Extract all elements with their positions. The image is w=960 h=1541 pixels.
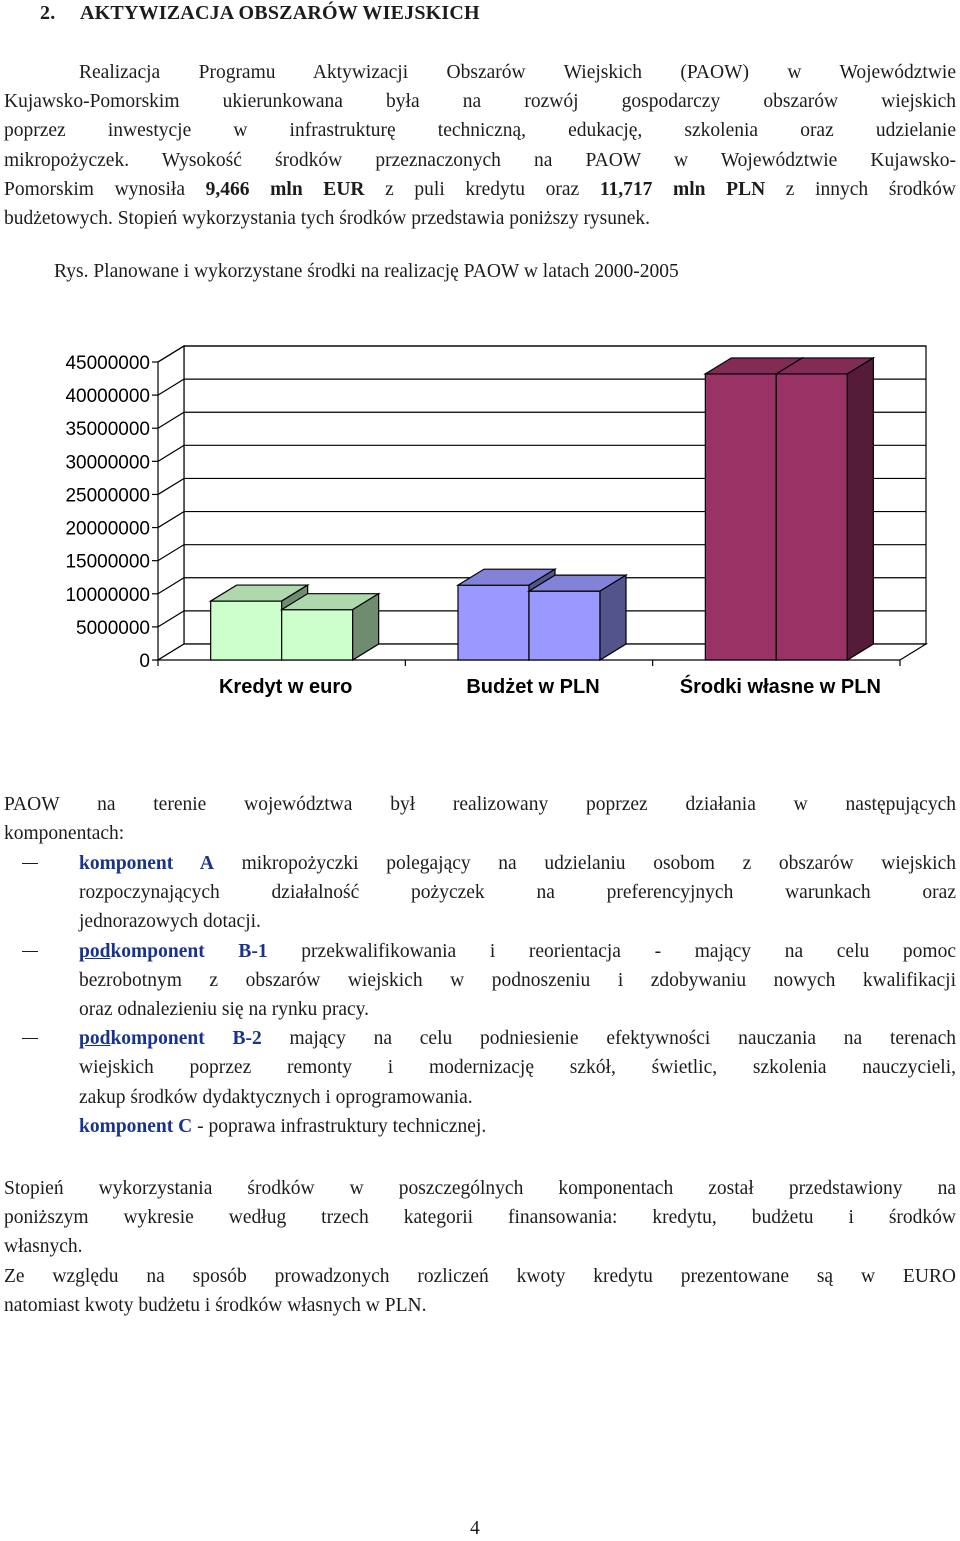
components-intro bbox=[4, 790, 956, 848]
bar-front bbox=[529, 591, 600, 660]
list-item: podkomponent B-1 przekwalifikowania i reorientacja - mający na celu pomoc bezrobotnym z obszarów wiejskich w podnoszeniu i zdobywaniu nowych kwalifikacji oraz odnalezieniu się na rynku pracy. bbox=[4, 937, 956, 1025]
x-category-label: Środki własne w PLN bbox=[679, 676, 881, 698]
figure-caption-prefix: Rys. bbox=[54, 261, 89, 282]
intro-line-amounts: Pomorskim wynosiła 9,466 mln EUR z puli kredytu oraz 11,717 mln PLN z innych środków bbox=[4, 178, 956, 200]
bar-front bbox=[705, 374, 776, 660]
page-number: 4 bbox=[470, 1518, 480, 1539]
y-tick-label: 0 bbox=[139, 651, 150, 672]
y-tick-label: 15000000 bbox=[65, 551, 150, 573]
y-tick-label: 10000000 bbox=[65, 584, 150, 606]
bar-chart bbox=[0, 330, 960, 710]
bar-side bbox=[847, 358, 873, 660]
bar-front bbox=[458, 585, 529, 660]
bar-front bbox=[776, 374, 847, 660]
intro-paragraph bbox=[4, 58, 956, 233]
intro-line: mikropożyczek. Wysokość środków przeznaczonych na PAOW w Województwie Kujawsko- bbox=[4, 149, 956, 171]
bar-chart-svg bbox=[0, 330, 960, 710]
x-category-label: Budżet w PLN bbox=[466, 676, 600, 698]
y-tick-label: 20000000 bbox=[65, 518, 150, 540]
section-heading bbox=[40, 2, 480, 25]
list-item: podkomponent B-2 mający na celu podniesienie efektywności nauczania na terenach wiejskich poprzez remonty i modernizację szkół, świetlic, szkolenia nauczycieli, zakup środków dydaktycznych i oprogramowania. bbox=[4, 1024, 956, 1112]
y-tick-label: 45000000 bbox=[65, 353, 150, 374]
y-tick-label: 5000000 bbox=[76, 617, 150, 639]
y-tick-label: 35000000 bbox=[65, 419, 150, 441]
intro-line: poprzez inwestycje w infrastrukturę techniczną, edukację, szkolenia oraz udzielanie bbox=[4, 120, 956, 142]
intro-line: budżetowych. Stopień wykorzystania tych środków przedstawia poniższy rysunek. bbox=[4, 208, 651, 230]
intro-line: Realizacja Programu Aktywizacji Obszarów Wiejskich (PAOW) w Województwie bbox=[79, 62, 956, 83]
components-intro-line: PAOW na terenie województwa był realizowany poprzez działania w następujących bbox=[4, 794, 956, 815]
component-label: komponent A bbox=[79, 853, 214, 874]
amount-pln: 11,717 mln PLN bbox=[599, 178, 766, 200]
component-label-prefix: pod bbox=[79, 940, 111, 962]
section-number: 2. bbox=[40, 2, 56, 24]
component-label: komponent B-2 bbox=[110, 1028, 262, 1050]
list-item: komponent A mikropożyczki polegający na udzielaniu osobom z obszarów wiejskich rozpoczynających działalność pożyczek na preferencyjnych warunkach oraz jednorazowych dotacji. bbox=[4, 849, 956, 937]
dash-bullet bbox=[22, 863, 38, 864]
amount-eur: 9,466 mln EUR bbox=[205, 178, 365, 200]
dash-bullet bbox=[22, 951, 38, 952]
figure-caption-text: Planowane i wykorzystane środki na realizację PAOW w latach 2000-2005 bbox=[88, 261, 679, 282]
dash-bullet bbox=[22, 1038, 38, 1039]
section-title: AKTYWIZACJA OBSZARÓW WIEJSKICH bbox=[80, 2, 480, 24]
component-label-prefix: pod bbox=[79, 1028, 111, 1050]
list-item: komponent C - poprawa infrastruktury technicznej. bbox=[79, 1115, 487, 1137]
component-label: komponent C bbox=[79, 1115, 193, 1137]
bar-front bbox=[282, 610, 353, 660]
y-tick-label: 25000000 bbox=[65, 485, 150, 507]
y-tick-label: 40000000 bbox=[65, 386, 150, 408]
components-list bbox=[4, 849, 956, 1141]
x-category-label: Kredyt w euro bbox=[218, 676, 353, 698]
paragraph-usage: Stopień wykorzystania środków w poszczególnych komponentach został przedstawiony na poniższym wykresie według trzech kategorii finansowania: kredytu, budżetu i środków własnych. Ze względu na sposób prowadzonych rozliczeń kwoty kredytu prezentowane są w EURO natomiast kwoty budżetu i środków własnych w PLN. bbox=[4, 1178, 956, 1316]
figure-caption bbox=[54, 261, 679, 283]
components-intro-line: komponentach: bbox=[4, 823, 125, 845]
intro-line: Kujawsko-Pomorskim ukierunkowana była na rozwój gospodarczy obszarów wiejskich bbox=[4, 91, 956, 113]
y-tick-label: 30000000 bbox=[65, 452, 150, 474]
component-label: komponent B-1 bbox=[110, 940, 268, 962]
bar-front bbox=[211, 601, 282, 660]
